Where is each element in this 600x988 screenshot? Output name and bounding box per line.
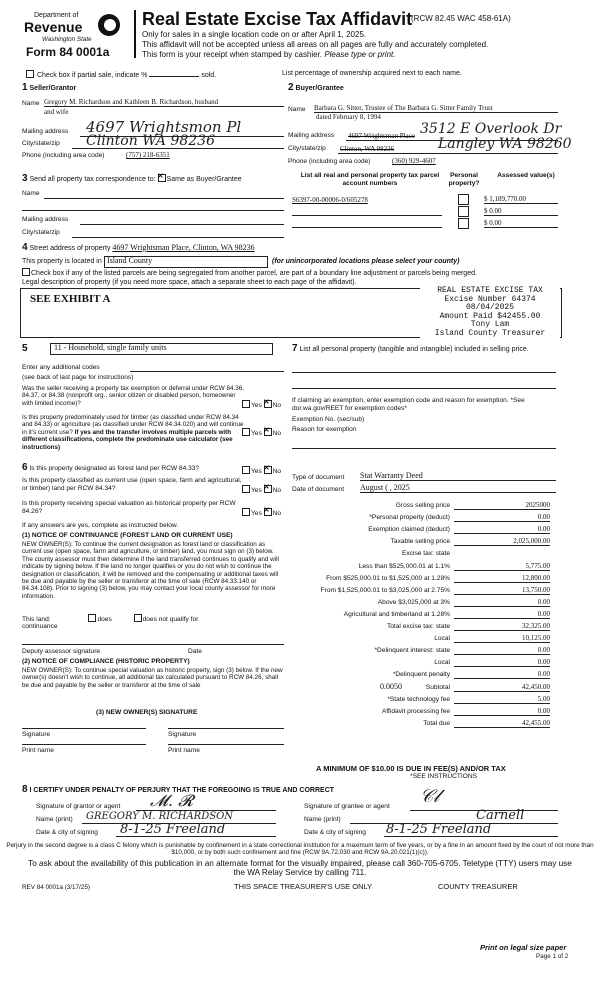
calc-label: *State technology fee: [387, 695, 450, 703]
section3-mailing-line: [80, 224, 284, 225]
grantor-name[interactable]: GREGORY M. RICHARDSON: [86, 811, 234, 822]
perjury-note: Perjury in the second degree is a class C felony which is punishable by confinement in a state correctional institution for a maximum term of five years, or by a fine in an amount fixed by the court of not more than $10,000, or by both such confinement and fine (RCW 9A.72.030 and RCW 9A.20.021(1)(c)).: [6, 842, 594, 857]
section3-name-line: [44, 198, 284, 199]
header-note1: Only for sales in a single location code on or after April 1, 2025.: [142, 30, 367, 39]
calc-row: [292, 524, 554, 536]
buyer-name-2: dated February 8, 1994: [316, 113, 381, 121]
q2-no-checkbox[interactable]: [264, 428, 272, 436]
county-select[interactable]: Island County: [104, 256, 268, 268]
seller-name-label: Name: [22, 100, 40, 107]
form-number: Form 84 0001a: [26, 45, 110, 59]
calc-label: Total excise tax: state: [386, 623, 450, 630]
doc-type[interactable]: Stat Warranty Deed: [360, 472, 556, 481]
calc-value[interactable]: 13,750.00: [454, 586, 550, 595]
header-note3: This form is your receipt when stamped by cashier. Please type or print.: [142, 50, 396, 59]
deputy-signature-line: [22, 644, 284, 645]
grantee-signature[interactable]: 𝒞𝓁: [420, 786, 440, 807]
seller-phone-label: Phone (including area code): [22, 152, 105, 159]
dept-line3: Washington State: [42, 36, 92, 43]
stamp-line6: Island County Treasurer: [434, 328, 546, 338]
owner-signature-label-2: Signature: [168, 731, 197, 738]
section5-q2-answer: Yes ✕ No: [242, 428, 281, 438]
calc-value[interactable]: 42,455.00: [454, 719, 550, 728]
historic-yes-checkbox[interactable]: [242, 508, 250, 516]
calc-value[interactable]: 0.00: [454, 658, 550, 667]
owner-print-line-2: [168, 744, 284, 745]
calc-value[interactable]: 2025000: [454, 501, 550, 510]
calc-value[interactable]: 2,025,000.00: [454, 537, 550, 546]
parcel-3-line: [292, 227, 442, 228]
calc-row: [292, 694, 554, 706]
rev-number: REV 84 0001a (3/17/25): [22, 884, 90, 891]
stamp-line5: Tony Lam: [470, 320, 510, 330]
same-as-buyer-checkbox[interactable]: [158, 174, 166, 182]
calc-row: [292, 682, 554, 694]
deputy-signature-label: Deputy assessor signature: [22, 648, 101, 655]
segregate-checkbox[interactable]: [22, 268, 30, 276]
calc-label: *Delinquent penalty: [392, 671, 450, 679]
section5-q1-answer: Yes ✕ No: [242, 400, 281, 410]
header-divider: [134, 10, 136, 58]
stamp-line4: Amount Paid $42455.00: [439, 311, 541, 321]
doc-date-label: Date of document: [292, 486, 345, 493]
calc-value[interactable]: 0.00: [454, 513, 550, 522]
seller-name[interactable]: Gregory M. Richardson and Kathleen B. Richardson, husband: [44, 98, 284, 107]
calc-row: [292, 657, 554, 669]
buyer-name-label: Name: [288, 106, 306, 113]
treasurer-only: THIS SPACE TREASURER'S USE ONLY: [234, 882, 373, 891]
seller-phone[interactable]: (757) 218-6351: [126, 151, 170, 159]
segregate-row: Check box if any of the listed parcels are being segregated from another parcel, are part of a boundary line adjustment or parcels being merged.: [22, 268, 477, 278]
grantee-name-label: Name (print): [304, 816, 341, 823]
calc-row: [292, 597, 554, 609]
section6-q3-answer: Yes ✕ No: [242, 508, 281, 518]
buyer-mailing-struck: 4697 Wrightsman Place: [348, 132, 415, 140]
grantor-date[interactable]: 8-1-25 Freeland: [120, 822, 226, 837]
this-land-row: This land: does does not qualify for: [22, 616, 199, 623]
calc-value[interactable]: 0.00: [454, 707, 550, 716]
local-rate[interactable]: 0.0050: [380, 682, 402, 691]
buyer-heading: 2 Buyer/Grantee: [288, 82, 344, 93]
calc-row: [292, 585, 554, 597]
calc-row: [292, 633, 554, 645]
q1-yes-checkbox[interactable]: [242, 400, 250, 408]
calc-label: Above $3,025,000 at 3%: [377, 598, 450, 606]
calc-label: *Personal property (deduct): [369, 514, 450, 522]
section3-name-label: Name: [22, 190, 40, 197]
see-back-note: (see back of last page for instructions): [22, 374, 134, 381]
q1-no-checkbox[interactable]: [264, 400, 272, 408]
partial-sale-row: Check box if partial sale, indicate % sold.: [26, 70, 216, 80]
section4-street: 4 Street address of property 4697 Wrightsman Place, Clinton, WA 98236: [22, 242, 255, 253]
doc-date[interactable]: August ( , 2025: [360, 484, 556, 493]
owner-print-line-1: [22, 744, 146, 745]
reason-line: [292, 448, 556, 449]
calc-label: Exemption claimed (deduct): [368, 526, 450, 534]
personal-property-checkbox-3[interactable]: [458, 218, 469, 229]
calc-label: Less than $525,000.01 at 1.1%: [358, 562, 450, 570]
calc-value[interactable]: 32,325.00: [454, 622, 550, 631]
seller-mailing[interactable]: 4697 Wrightsmon Pl: [86, 118, 242, 136]
calc-value[interactable]: 10,125.00: [454, 634, 550, 643]
reason-label: Reason for exemption: [292, 426, 357, 433]
buyer-phone[interactable]: (360) 929-4607: [392, 157, 436, 165]
assessed-col-header: Assessed value(s): [497, 172, 555, 179]
owner-print-label-1: Print name: [22, 747, 54, 754]
calc-value[interactable]: 0.00: [454, 610, 550, 619]
calc-row: [292, 573, 554, 585]
parcel-1[interactable]: S6397-00-00006-0/605278: [292, 196, 368, 204]
calc-row: [292, 500, 554, 512]
personal-property-line-2: [292, 388, 556, 389]
grantee-date-label: Date & city of signing: [304, 829, 366, 836]
calc-value[interactable]: 5.00: [454, 695, 550, 704]
parcel-col-header: List all real and personal property tax parcel account numbers: [300, 172, 440, 187]
calc-row: [292, 548, 554, 560]
treasurer-stamp: [420, 287, 560, 339]
legal-label: Legal description of property (if you need more space, attach a separate sheet to each page of the affidavit).: [22, 279, 357, 286]
calc-row: [292, 512, 554, 524]
stamp-line3: 08/04/2025: [465, 303, 514, 313]
calc-value[interactable]: 0.00: [454, 598, 550, 607]
buyer-phone-label: Phone (including area code): [288, 158, 371, 165]
buyer-mailing[interactable]: 3512 E Overlook Dr: [420, 121, 562, 137]
calc-label: Local: [434, 635, 450, 643]
grantor-date-label: Date & city of signing: [36, 829, 98, 836]
notice2-body: NEW OWNER(S): To continue special valuation as historic property, sign (3) below. If the new owner(s) doesn't wish to continue, all additional tax calculated pursuant to RCW 84.26, shall be due and payable by the seller or transferor at the time of sale: [22, 667, 283, 689]
grantee-date[interactable]: 8-1-25 Freeland: [386, 822, 492, 837]
located-label: This property is located in: [22, 258, 102, 265]
calc-row: [292, 706, 554, 718]
grantee-name[interactable]: Carnell: [476, 808, 525, 823]
seller-city[interactable]: Clinton WA 98236: [86, 133, 215, 149]
buyer-mailing-label: Mailing address: [288, 132, 335, 139]
buyer-city[interactable]: Langley WA 98260: [438, 136, 572, 152]
dept-line1: Department of: [34, 12, 79, 19]
owner-signature-label-1: Signature: [22, 731, 51, 738]
does-checkbox[interactable]: [88, 614, 96, 622]
personal-property-line-1: [292, 372, 556, 373]
seller-mailing-label: Mailing address: [22, 128, 69, 135]
unincorporated-note: (for unincorporated locations please select your county): [272, 258, 460, 265]
stamp-line2: Excise Number 64374: [444, 294, 536, 304]
legal-paper-note: Print on legal size paper: [480, 943, 567, 952]
county-treasurer: COUNTY TREASURER: [438, 882, 518, 891]
buyer-city-label: City/state/zip: [288, 145, 326, 152]
current-use-no-checkbox[interactable]: [264, 485, 272, 493]
section5-num: 5: [22, 343, 28, 354]
dept-line2: Revenue: [24, 19, 83, 35]
additional-codes-line: [130, 371, 284, 372]
calc-label: *Delinquent interest: state: [374, 647, 450, 655]
historic-no-checkbox[interactable]: [264, 508, 272, 516]
partial-sale-checkbox[interactable]: [26, 70, 34, 78]
notice3-title: (3) NEW OWNER(S) SIGNATURE: [96, 709, 198, 716]
section3-city-line: [72, 237, 284, 238]
calc-value[interactable]: 0.00: [454, 646, 550, 655]
buyer-city-struck: Clinton, WA 98236: [340, 145, 395, 153]
seller-name-2: and wife: [44, 108, 69, 116]
calc-label: Taxable selling price: [390, 538, 450, 546]
calc-label: Affidavit processing fee: [381, 707, 450, 715]
notice2-title: (2) NOTICE OF COMPLIANCE (HISTORIC PROPERTY): [22, 658, 190, 665]
personal-property-checkbox-2[interactable]: [458, 206, 469, 217]
section5-q1: Was the seller receiving a property tax exemption or deferral under RCW 84.36, 84.37, or 84.38 (nonprofit org., senior citizen or disabled person, homeowner with limited income)?: [22, 385, 245, 407]
notice1-body: NEW OWNER(S): To continue the current designation as forest land or classification as current use (open space, farm and agriculture, or timber) land, you must sign on (3) below. The county assessor must then determine if the land transferred continues to qualify and will indicate by signing below. If the land no longer qualifies or you do not wish to continue the designation or classification, it will be removed and the compensating or additional taxes will be due and payable by the seller or transferor at the time of sale (RCW 84.33.140 or 84.34.108). Prior to signing (3) below, you may contact your local county assessor for more information.: [22, 541, 279, 600]
additional-codes-label: Enter any additional codes: [22, 364, 100, 371]
dor-swoosh-inner-icon: [104, 19, 116, 31]
calc-label: Agricultural and timberland at 1.28%: [343, 610, 450, 618]
section3-city-label: City/state/zip: [22, 229, 60, 236]
calc-label: From $525,000.01 to $1,525,000 at 1.28%: [326, 574, 450, 582]
stamp-line1: REAL ESTATE EXCISE TAX: [437, 286, 543, 295]
q2-yes-checkbox[interactable]: [242, 428, 250, 436]
exemption-note: If claiming an exemption, enter exemption code and reason for exemption. *See dor.wa.gov/REET for exemption codes*: [292, 397, 525, 412]
grantor-name-label: Name (print): [36, 816, 73, 823]
personal-property-checkbox-1[interactable]: [458, 194, 469, 205]
forest-yes-checkbox[interactable]: [242, 466, 250, 474]
assessed-value-1[interactable]: $ 1,189,770.00: [484, 195, 558, 204]
land-use-code[interactable]: 11 - Household, single family units: [50, 343, 273, 355]
calc-label: From $1,525,000.01 to $3,025,000 at 2.75%: [320, 586, 450, 594]
seller-heading: 1 Seller/Grantor: [22, 82, 77, 93]
see-instructions: *SEE INSTRUCTIONS: [410, 773, 478, 780]
section6-q3: Is this property receiving special valuation as historical property per RCW 84.26?: [22, 500, 236, 515]
calc-label: Subtotal: [425, 683, 450, 691]
page-number: Page 1 of 2: [536, 953, 569, 960]
grantor-sig-label: Signature of grantor or agent: [36, 803, 121, 810]
parcel-2-line: [292, 215, 442, 216]
calc-row: [292, 621, 554, 633]
calc-row: [292, 718, 554, 730]
assessed-value-2[interactable]: $ 0.00: [484, 207, 558, 216]
calc-value[interactable]: 12,800.00: [454, 574, 550, 583]
seller-city-label: City/state/zip: [22, 140, 60, 147]
certify-title: 8 I CERTIFY UNDER PENALTY OF PERJURY THAT THE FOREGOING IS TRUE AND CORRECT: [22, 784, 335, 795]
calc-label: Total due: [423, 719, 450, 727]
form-rcw: (RCW 82.45 WAC 458-61A): [411, 14, 511, 23]
minimum-note: A MINIMUM OF $10.00 IS DUE IN FEE(S) AND/OR TAX: [316, 764, 506, 773]
form-title: Real Estate Excise Tax Affidavit: [142, 9, 413, 29]
calc-value[interactable]: 0.00: [454, 525, 550, 534]
current-use-yes-checkbox[interactable]: [242, 485, 250, 493]
calc-label: Gross selling price: [395, 502, 450, 509]
calc-value[interactable]: 5,775.00: [454, 562, 550, 571]
property-address[interactable]: 4697 Wrightsman Place, Clinton, WA 98236: [112, 243, 255, 252]
doc-type-label: Type of document: [292, 474, 345, 481]
legal-description: SEE EXHIBIT A: [30, 293, 111, 305]
does-not-checkbox[interactable]: [134, 614, 142, 622]
section6-q2-answer: Yes ✕ No: [242, 485, 281, 495]
notice1-title: (1) NOTICE OF CONTINUANCE (FOREST LAND OR CURRENT USE): [22, 532, 233, 539]
calc-row: [292, 669, 554, 681]
ownership-note: List percentage of ownership acquired next to each name.: [282, 70, 462, 77]
grantor-signature[interactable]: 𝓜. 𝓡: [150, 791, 194, 810]
dor-logo: [22, 12, 122, 42]
grantee-sig-label: Signature of grantee or agent: [304, 803, 390, 810]
alt-format-note: To ask about the availability of this publication in an alternate format for the visually impaired, please call 360-705-6705. Teletype (TTY) users may use the WA Relay Service by calling 711.: [28, 859, 572, 877]
calc-row: [292, 645, 554, 657]
owner-signature-line-1: [22, 728, 146, 729]
if-yes-note: If any answers are yes, complete as instructed below.: [22, 522, 179, 529]
section6-q1-answer: Yes ✕ No: [242, 466, 281, 476]
personal-col-header: Personal property?: [448, 172, 480, 187]
calc-row: [292, 536, 554, 548]
calc-label: Local: [434, 659, 450, 667]
calc-value[interactable]: 0.00: [454, 670, 550, 679]
buyer-name[interactable]: Barbara G. Sitter, Trustee of The Barbara G. Sitter Family Trust: [314, 104, 558, 113]
section3-name-line2: [22, 210, 284, 211]
calc-row: [292, 609, 554, 621]
deputy-date-label: Date: [188, 648, 202, 655]
owner-signature-line-2: [168, 728, 284, 729]
forest-no-checkbox[interactable]: [264, 466, 272, 474]
exemption-no-label: Exemption No. (sec/sub): [292, 416, 365, 423]
continuance-label: continuance: [22, 623, 58, 630]
owner-print-label-2: Print name: [168, 747, 200, 754]
section6-q1: 6 Is this property designated as forest land per RCW 84.33?: [22, 462, 200, 473]
calc-value[interactable]: 42,450.00: [454, 683, 550, 692]
calc-row: [292, 561, 554, 573]
header-note2: This affidavit will not be accepted unless all areas on all pages are fully and accurately completed.: [142, 40, 489, 49]
section7-label: 7 List all personal property (tangible and intangible) included in selling price.: [292, 343, 529, 354]
calc-label: Excise tax: state: [401, 550, 450, 558]
section5-q2: Is this property predominately used for timber (as classified under RCW 84.34 and 84.33) or agriculture (as classified under RCW 84.34.020) and will continue in it's current use? If yes and the transfer involves multiple parcels with different classifications, complete the predominate use calculator (see instructions): [22, 414, 244, 451]
section3-mailing-label: Mailing address: [22, 216, 69, 223]
section3-label: 3 Send all property tax correspondence to: ✕ Same as Buyer/Grantee: [22, 174, 242, 184]
assessed-value-3[interactable]: $ 0.00: [484, 219, 558, 228]
section6-q2: Is this property classified as current use (open space, farm and agricultural, or timber) land per RCW 84.34?: [22, 477, 242, 492]
